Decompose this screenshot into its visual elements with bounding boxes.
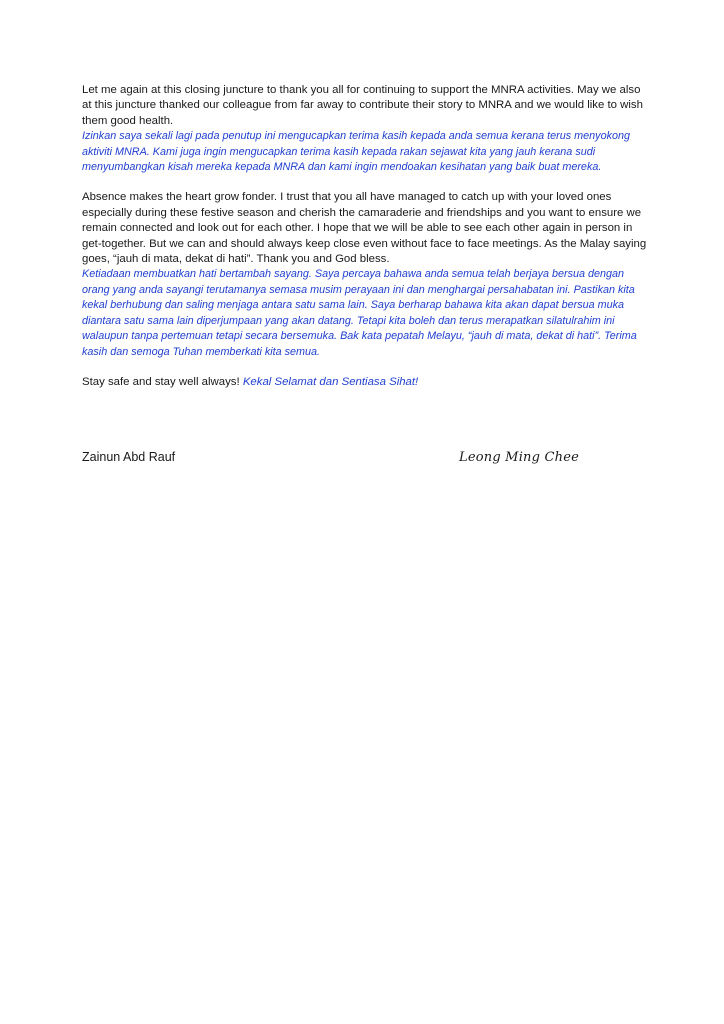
paragraph-thanks [82,83,648,175]
closing-line [82,375,648,390]
letter-body [82,83,648,390]
paragraph-thanks-english: Let me again at this closing juncture to thank you all for continuing to support the MNRA activities. May we also at this juncture thanked our colleague from far away to contribute their story to MNRA and we would like to wish them good health. [82,84,643,127]
signatory-name-left: Zainun Abd Rauf [82,450,176,464]
paragraph-absence [82,190,648,359]
paragraph-absence-english: Absence makes the heart grow fonder. I trust that you all have managed to catch up with your loved ones especially during these festive season and cherish the camaraderie and friendships and you want to ensure we remain connected and look out for each other. I hope that we will be able to see each other again in person in get-together. But we can and should always keep close even without face to face meetings. As the Malay saying goes, “jauh di mata, dekat di hati”. Thank you and God bless. [82,191,647,266]
paragraph-thanks-malay: Izinkan saya sekali lagi pada penutup ini mengucapkan terima kasih kepada anda semua kerana terus menyokong aktiviti MNRA. Kami juga ingin mengucapkan terima kasih kepada rakan sejawat kita yang jauh kerana sudi menyumbangkan kisah mereka kepada MNRA dan kami ingin mendoakan kesihatan yang baik buat mereka. [82,130,630,174]
closing-malay: Kekal Selamat dan Sentiasa Sihat! [242,375,419,388]
closing-english: Stay safe and stay well always! [82,375,240,388]
signatory-name-right: Leong Ming Chee [459,450,579,465]
signature-row [82,450,642,470]
paragraph-absence-malay: Ketiadaan membuatkan hati bertambah sayang. Saya percaya bahawa anda semua telah berjaya bersua dengan orang yang anda sayangi terutamanya semasa musim perayaan ini dan menghargai persahabatan ini. Pastikan kita kekal berhubung dan saling menjaga antara satu sama lain. Saya berharap bahawa kita akan dapat bersua muka diantara satu sama lain diperjumpaan yang akan datang. Tetapi kita boleh dan terus merapatkan silatulrahim ini walaupun tanpa pertemuan tetapi secara bersemuka. Bak kata pepatah Melayu, “jauh di mata, dekat di hati”. Terima kasih dan semoga Tuhan memberkati kita semua. [82,268,637,358]
